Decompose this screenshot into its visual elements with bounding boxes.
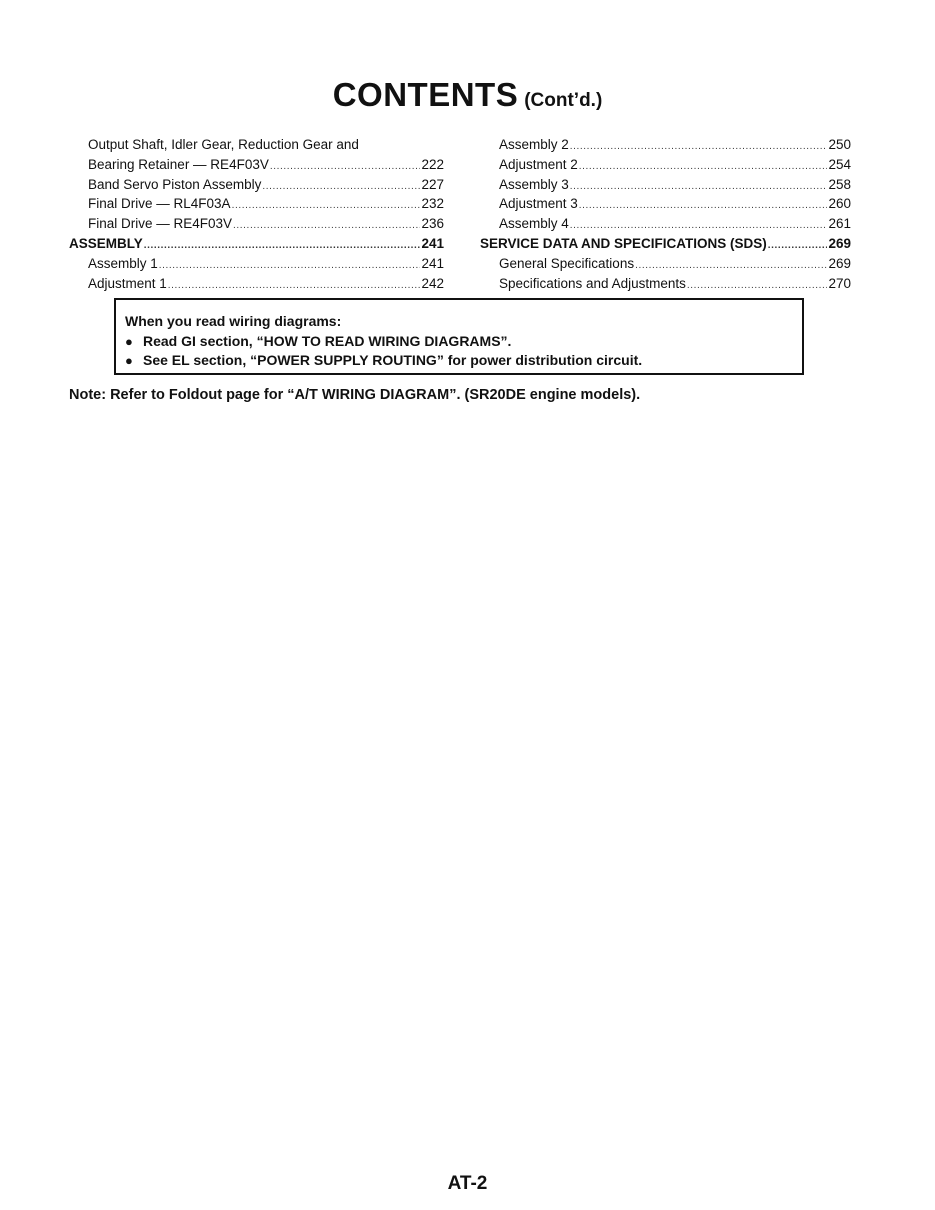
toc-entry-label: ASSEMBLY [69,235,143,251]
toc-left-column [68,135,444,293]
toc-entry-page: 254 [828,156,851,172]
leader-dots [232,196,421,216]
leader-dots [579,157,828,177]
note-bullet [125,332,802,352]
toc-entry[interactable] [68,214,444,234]
toc-entry[interactable] [479,274,851,294]
toc-entry-label: Final Drive — RE4F03V [88,216,233,232]
toc-entry-label: Adjustment 1 [88,275,167,291]
toc-entry-label: SERVICE DATA AND SPECIFICATIONS (SDS) [480,235,767,251]
toc-entry-page: 232 [421,196,444,212]
toc-entry-label: Bearing Retainer — RE4F03V [88,156,269,172]
leader-dots [262,177,420,197]
leader-dots [168,276,421,296]
toc-entry[interactable] [68,274,444,294]
toc-entry-page: 241 [421,235,444,251]
leader-dots [687,276,828,296]
toc-entry[interactable] [479,254,851,274]
title-continued: (Cont’d.) [524,90,603,111]
toc-entry[interactable] [68,155,444,175]
note-bullet-text: See EL section, “POWER SUPPLY ROUTING” for power distribution circuit. [143,352,643,368]
toc-right-column [479,135,851,293]
toc-entry[interactable] [479,155,851,175]
page-number: AT-2 [447,1173,488,1194]
leader-dots [570,137,828,157]
toc-entry-label: Assembly 3 [499,176,569,192]
leader-dots [579,196,828,216]
note-bullet-text: Read GI section, “HOW TO READ WIRING DIAGRAMS”. [143,332,512,349]
toc-entry[interactable] [68,135,444,155]
toc-entry-page: 222 [421,156,444,172]
toc-entry-page: 250 [828,137,851,152]
leader-dots [270,157,421,177]
leader-dots [144,236,421,256]
toc-entry-label: Band Servo Piston Assembly [88,176,262,192]
wiring-diagram-note-box [114,298,804,375]
toc-section-heading[interactable] [479,234,851,254]
toc-entry-page: 260 [828,196,851,212]
toc-entry-label: Specifications and Adjustments [499,275,686,291]
toc-entry-page: 270 [828,275,851,291]
toc-entry-label: Assembly 4 [499,216,569,232]
leader-dots [570,177,828,197]
toc-entry-label: Adjustment 3 [499,196,578,212]
toc-entry-label: General Specifications [499,255,635,271]
toc-entry[interactable] [479,175,851,195]
toc-entry-page: 242 [421,275,444,291]
toc-entry[interactable] [479,135,851,155]
toc-entry[interactable] [68,254,444,274]
toc-entry-page: 227 [421,176,444,192]
toc-entry-label: Adjustment 2 [499,156,578,172]
note-bullet [125,351,802,371]
toc-entry[interactable] [479,214,851,234]
toc-entry-label: Output Shaft, Idler Gear, Reduction Gear and [88,137,359,152]
leader-dots [233,216,420,236]
toc-entry-label: Assembly 1 [88,255,158,271]
bullet-icon: ● [125,333,133,349]
toc-entry[interactable] [68,175,444,195]
toc-section-heading[interactable] [68,234,444,254]
toc-entry-page: 241 [421,255,444,271]
leader-dots [768,236,828,256]
toc-entry-label: Final Drive — RL4F03A [88,196,231,212]
toc-entry[interactable] [479,194,851,214]
toc-entry-label: Assembly 2 [499,137,569,152]
toc-entry-page: 258 [828,176,851,192]
page-title [0,76,935,114]
toc-entry-page: 269 [828,255,851,271]
toc-entry[interactable] [68,194,444,214]
bullet-icon: ● [125,353,133,368]
toc-entry-page: 269 [828,235,851,251]
toc-entry-page: 261 [828,216,851,232]
note-heading: When you read wiring diagrams: [125,313,342,329]
toc-entry-page: 236 [421,216,444,232]
foldout-note: Note: Refer to Foldout page for “A/T WIRING DIAGRAM”. (SR20DE engine models). [69,387,641,403]
title-main: CONTENTS [332,76,519,113]
leader-dots [159,256,421,276]
